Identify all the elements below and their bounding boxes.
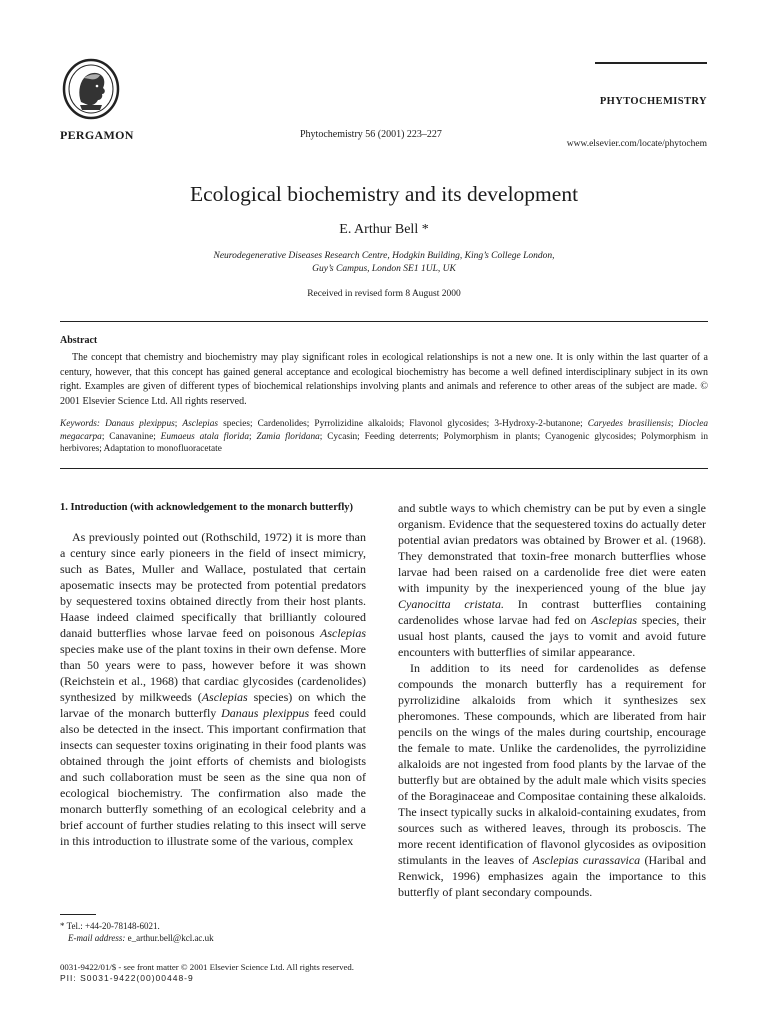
- keyword: Zamia floridana: [256, 431, 320, 442]
- column-right: [398, 500, 706, 900]
- keywords-label: Keywords:: [60, 419, 100, 429]
- divider: [60, 468, 708, 469]
- keyword: Danaus plexippus: [105, 419, 175, 429]
- publisher-name: PERGAMON: [60, 128, 134, 142]
- divider: [60, 321, 708, 322]
- journal-name: PHYTOCHEMISTRY: [599, 96, 707, 107]
- journal-citation: Phytochemistry 56 (2001) 223–227: [300, 129, 442, 140]
- keyword-text: ; Cycasin; Feeding deterrents; Polymorphism in plants; Cyanogenic glycosides; Polymorphism in herbivores; Adaptation to monofluoracetate: [60, 431, 709, 454]
- author-affiliation: [0, 250, 768, 276]
- paragraph: As previously pointed out (Rothschild, 1972) it is more than a century since early pioneers in the field of insect mimicry, such as Bates, Muller and Wallace, postulated that certain aposematic insects may be protected from potential predators by sequestered toxins obtained directly from their host plants. Haase indeed claimed specifically that brilliantly coloured danaid butterflies whose larvae feed on poisonous Asclepias species make use of the plant toxins in their own defense. More than 50 years were to pass, however before it was shown (Reichstein et al., 1968) that cardiac glycosides (cardenolides) synthesized by milkweeds (Asclepias species) on which the larvae of the monarch butterfly Danaus plexippus feed could also be detected in the insect. This important confirmation that insects can sequester toxins originating in their food plants was obtained through the joint efforts of chemists and biologists and such collaboration must be seen as the sine qua non of ecological biochemistry. The confirmation also made the monarch butterfly something of an ecological celebrity and a brief account of further studies relating to this insect will serve in this introduction to illustrate some of the various, complex: [60, 530, 366, 848]
- header-rule: [595, 62, 707, 64]
- page-footer: [60, 962, 354, 984]
- pii-line: PII: S0031-9422(00)00448-9: [60, 973, 194, 983]
- paragraph: In addition to its need for cardenolides as defense compounds the monarch butterfly has a requirement for pyrrolizidine alkaloids from which it synthesizes sex pheromones. These compounds, which are liberated from hair pencils on the wings of the males during courtship, encourage the female to mate. Unlike the cardenolides, the pyrrolizidine alkaloids are not ingested from food plants by the larvae of the butterfly but are obtained by the adult male which visits species of the Boraginaceae and Compositae containing these alkaloids. The insect typically sucks in alkaloid-containing exudates, from sources such as withered leaves, through its proboscis. The more recent identification of flavonol glycosides as oviposition stimulants in the leaves of Asclepias curassavica (Haribal and Renwick, 1996) emphasizes again the importance to this butterfly of plant secondary compounds.: [398, 661, 707, 899]
- keyword: Dioclea megacarpa: [60, 419, 708, 442]
- abstract-heading: Abstract: [60, 335, 98, 346]
- affiliation-line: Guy’s Campus, London SE1 1UL, UK: [312, 264, 456, 274]
- footnote: [60, 920, 214, 944]
- footnote-tel: * Tel.: +44-20-78148-6021.: [60, 921, 160, 931]
- paragraph: and subtle ways to which chemistry can be put by even a single organism. Evidence that the sequestered toxins do actually deter potential avian predators was obtained by Brower et al. (1968). They demonstrated that toxin-free monarch butterflies whose larvae had been raised on a cardenolide free diet were eaten with impunity by the inexperienced young of the blue jay Cyanocitta cristata. In contrast butterflies containing cardenolides whose larvae had fed on Asclepias species, their usual host plants, caused the jays to vomit and avoid future encounters with butterflies of similar appearance.: [398, 501, 707, 659]
- received-date: Received in revised form 8 August 2000: [307, 289, 461, 299]
- section-heading: 1. Introduction (with acknowledgement to the monarch butterfly): [60, 502, 354, 513]
- keyword: Eumaeus atala florida: [160, 431, 249, 442]
- copyright-line: 0031-9422/01/$ - see front matter © 2001 Elsevier Science Ltd. All rights reserved.: [60, 962, 354, 972]
- abstract-text: The concept that chemistry and biochemistry may play significant roles in ecological relationships is not a new one. It is only within the last quarter of a century, however, that this concept has gained general acceptance and ecological biochemistry has become a well defined interdisciplinary subject in its own right. Examples are given of different types of biochemical relationships involving plants and animals and reference to other areas of the subject are made. © 2001 Elsevier Science Ltd. All rights reserved.: [60, 352, 708, 407]
- keyword-text: species; Cardenolides; Pyrrolizidine alkaloids; Flavonol glycosides; 3-Hydroxy-2-butanone;: [218, 419, 588, 429]
- keyword-text: ; Canavanine;: [101, 431, 161, 442]
- keyword: Caryedes brasiliensis: [587, 419, 671, 429]
- keywords: Keywords: Danaus plexippus; Asclepias species; Cardenolides; Pyrrolizidine alkaloids; Flavonol glycosides; 3-Hydroxy-2-butanone; Caryedes brasiliensis; Dioclea megacarpa; Canavanine; Eumaeus atala florida; Zamia floridana; Cycasin; Feeding deterrents; Polymorphism in plants; Cyanogenic glycosides; Polymorphism in herbivores; Adaptation to monofluoracetate: [60, 419, 709, 454]
- publisher-logo-icon: [62, 58, 120, 120]
- footnote-rule: [60, 914, 96, 915]
- affiliation-line: Neurodegenerative Diseases Research Centre, Hodgkin Building, King’s College London,: [213, 251, 555, 261]
- keyword: Asclepias: [182, 419, 219, 429]
- footnote-email: E-mail address: e_arthur.bell@kcl.ac.uk: [68, 933, 214, 943]
- email-link[interactable]: e_arthur.bell@kcl.ac.uk: [125, 933, 214, 943]
- column-left: [60, 500, 366, 849]
- article-author: E. Arthur Bell *: [339, 222, 429, 237]
- journal-url[interactable]: www.elsevier.com/locate/phytochem: [566, 139, 707, 149]
- article-title: Ecological biochemistry and its development: [189, 182, 579, 206]
